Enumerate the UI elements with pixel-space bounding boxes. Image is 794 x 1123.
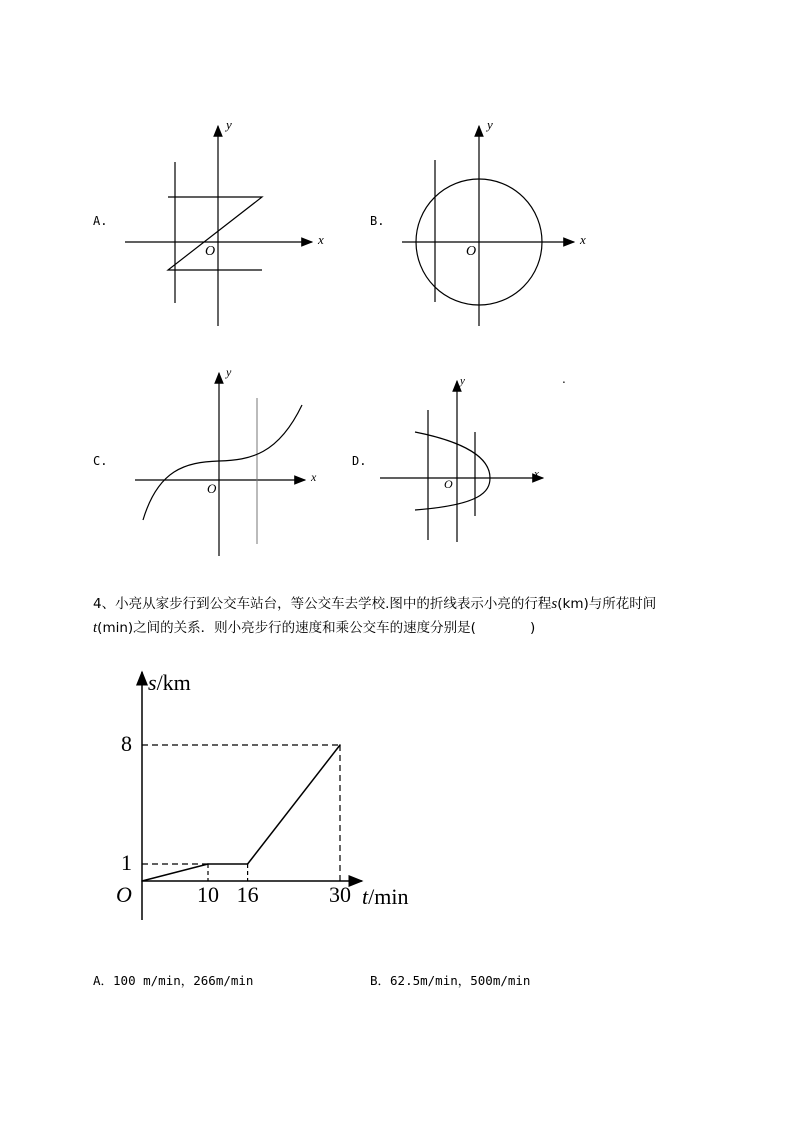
fig-c-cubic-curve bbox=[143, 405, 302, 520]
chart-point-1 bbox=[207, 863, 209, 865]
fig-d-y-label: y bbox=[460, 375, 465, 387]
chart-x-tick-10: 10 bbox=[197, 882, 219, 907]
question-s-var: s bbox=[551, 596, 558, 612]
question-text-3: 之间的关系．则小亮步行的速度和乘公交车的速度分别是( ) bbox=[133, 620, 536, 636]
chart-x-tick-16: 16 bbox=[236, 882, 259, 907]
option-c-label: C. bbox=[93, 454, 108, 468]
question-line-2 bbox=[93, 616, 733, 640]
question-4 bbox=[93, 592, 733, 640]
chart-y-axis-label bbox=[148, 670, 191, 696]
answer-a: A．100 m/min，266m/min bbox=[93, 973, 254, 988]
question-t-var: t bbox=[93, 620, 98, 636]
option-d-label: D. bbox=[352, 454, 367, 468]
chart-x-unit: /min bbox=[368, 884, 409, 909]
fig-b-circle bbox=[416, 179, 542, 305]
chart-y-unit: /km bbox=[156, 670, 191, 695]
chart-x-axis-label bbox=[362, 884, 408, 910]
chart-origin-label: O bbox=[116, 882, 132, 907]
fig-c-y-label: y bbox=[226, 365, 232, 379]
question-text-1: 小亮从家步行到公交车站台，等公交车去学校.图中的折线表示小亮的行程 bbox=[115, 596, 552, 612]
fig-d-parabola bbox=[415, 432, 490, 510]
question-t-unit: (min) bbox=[97, 620, 134, 636]
question-number: 4、 bbox=[93, 596, 116, 612]
answer-b: B．62.5m/min，500m/min bbox=[370, 973, 531, 988]
fig-d-x-label: x bbox=[534, 468, 539, 480]
fig-b-x-label: x bbox=[580, 232, 586, 247]
question-s-unit: (km) bbox=[557, 596, 589, 612]
chart-x-var: t bbox=[362, 884, 369, 909]
fig-b-y-label: y bbox=[487, 117, 493, 132]
chart-y-tick-8: 8 bbox=[121, 731, 132, 756]
fig-b-origin-label: O bbox=[466, 244, 477, 259]
fig-c-x-label: x bbox=[311, 470, 317, 484]
chart-x-tick-30: 30 bbox=[329, 882, 351, 907]
chart-point-0 bbox=[141, 880, 143, 882]
fig-a-origin-label: O bbox=[205, 244, 216, 259]
question-text-2: 与所花时间 bbox=[588, 596, 657, 612]
stray-dot: . bbox=[562, 372, 566, 386]
chart-y-var: s bbox=[148, 670, 157, 695]
chart-y-tick-1: 1 bbox=[121, 850, 132, 875]
option-a-label: A. bbox=[93, 214, 108, 228]
chart-point-2 bbox=[247, 863, 249, 865]
fig-a-y-label: y bbox=[226, 117, 232, 132]
question-line-1 bbox=[93, 592, 733, 616]
chart-point-3 bbox=[339, 744, 341, 746]
chart-segment-2 bbox=[248, 745, 340, 864]
fig-d-origin-label: O bbox=[444, 477, 453, 491]
fig-c-origin-label: O bbox=[207, 481, 217, 496]
option-b-label: B. bbox=[370, 214, 385, 228]
fig-a-x-label: x bbox=[318, 232, 324, 247]
chart-segment-0 bbox=[142, 864, 208, 881]
chart-layer bbox=[141, 744, 341, 882]
